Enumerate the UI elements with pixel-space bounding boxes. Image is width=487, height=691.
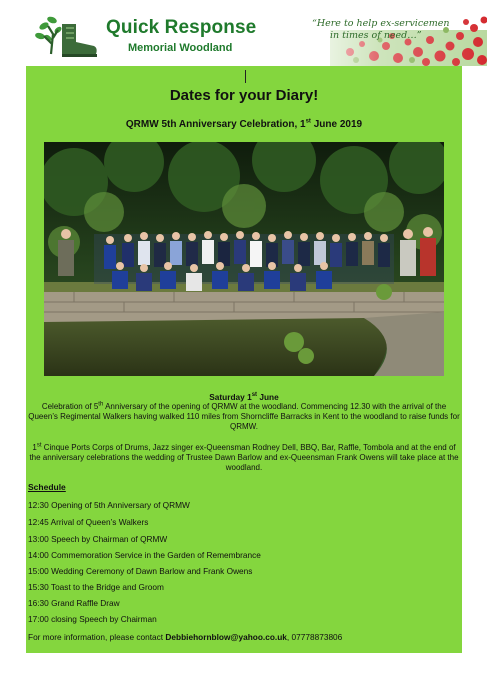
- schedule-item: 13:00 Speech by Chairman of QRMW: [28, 534, 168, 544]
- tagline: [312, 18, 450, 42]
- brand-subtitle: Memorial Woodland: [128, 42, 233, 54]
- tree-boot-logo-icon: [34, 14, 100, 58]
- brand-title: Quick Response: [106, 17, 257, 38]
- schedule-item: 12:30 Opening of 5th Anniversary of QRMW: [28, 500, 190, 510]
- event-date: Saturday 1st June: [209, 392, 279, 402]
- contact-phone: , 07778873806: [286, 632, 343, 642]
- group-photo-icon: [44, 142, 444, 376]
- event-subtitle: QRMW 5th Anniversary Celebration, 1st June 2019: [125, 118, 363, 130]
- schedule-heading: Schedule: [28, 482, 66, 492]
- schedule-item: 16:30 Grand Raffle Draw: [28, 598, 120, 608]
- schedule-item: 15:00 Wedding Ceremony of Dawn Barlow and Frank Owens: [28, 566, 253, 576]
- schedule-item: 15:30 Toast to the Bridge and Groom: [28, 582, 164, 592]
- page-title: Dates for your Diary!: [169, 87, 319, 104]
- schedule-item: 14:00 Commemoration Service in the Garden of Remembrance: [28, 550, 261, 560]
- contact-line: [28, 632, 342, 642]
- header: [0, 0, 487, 66]
- schedule-item: 17:00 closing Speech by Chairman: [28, 614, 157, 624]
- contact-email-link[interactable]: Debbiehornblow@yahoo.co.uk: [165, 632, 287, 642]
- schedule-item: 12:45 Arrival of Queen’s Walkers: [28, 517, 149, 527]
- divider-line: [245, 70, 246, 83]
- contact-prefix: For more information, please contact: [28, 632, 166, 642]
- description-paragraph-2: 1st Cinque Ports Corps of Drums, Jazz singer ex-Queensman Rodney Dell, BBQ, Bar, Raffle, Tombola and at the end of the anniversary celebrations the wedding of Trustee Dawn Barlow and ex-Queensman Frank Owens will take place at the woodland.: [29, 442, 459, 473]
- tagline-line-2: in times of need…”: [330, 30, 422, 41]
- tagline-line-1: “Here to help ex-servicemen: [312, 18, 450, 29]
- description-paragraph-1: Celebration of 5th Anniversary of the opening of QRMW at the woodland. Commencing 12.30 with the arrival of the Queen’s Regimental Walkers having walked 110 miles from Shorncliffe Barracks in Kent to the woodland to raise funds for QRMW.: [28, 401, 460, 432]
